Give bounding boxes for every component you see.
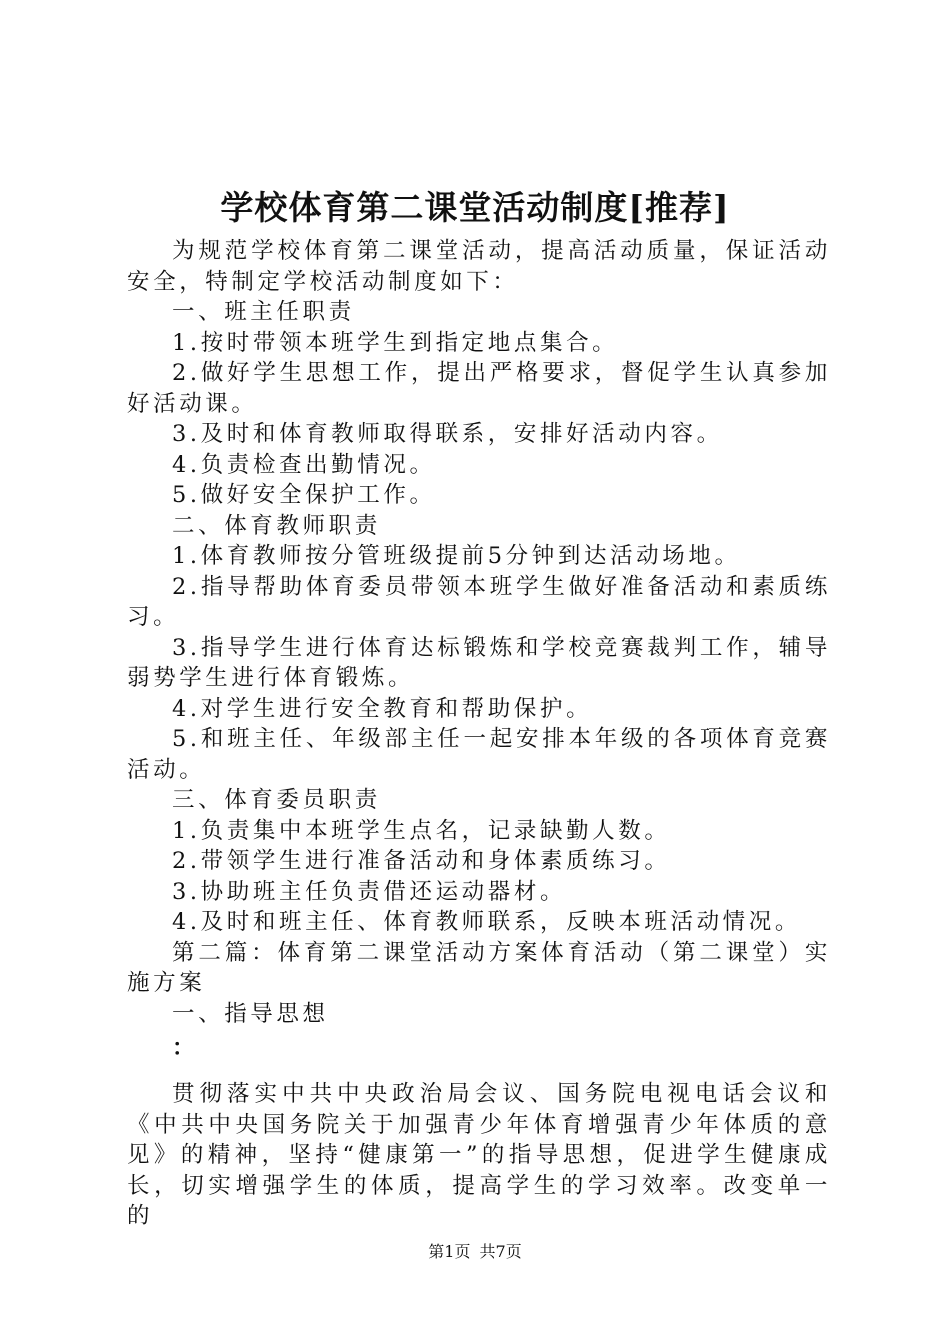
paragraph: 3.及时和体育教师取得联系，安排好活动内容。 xyxy=(172,421,723,447)
paragraph: 贯彻落实中共中央政治局会议、国务院电视电话会议和《中共中央国务院关于加强青少年体育增强青少年体质的意见》的精神，坚持“健康第一”的指导思想，促进学生健康成长，切实增强学生的体质，提高学生的学习效率。改变单一的 xyxy=(127,1081,831,1229)
paragraph: 为规范学校体育第二课堂活动，提高活动质量，保证活动安全，特制定学校活动制度如下： xyxy=(127,238,831,295)
section-heading: 一、班主任职责 xyxy=(172,299,355,325)
section-heading: 一、指导思想 xyxy=(172,1000,329,1027)
paragraph: 2.带领学生进行准备活动和身体素质练习。 xyxy=(172,848,671,874)
section-heading: 二、体育教师职责 xyxy=(172,512,381,539)
paragraph: 4.负责检查出勤情况。 xyxy=(172,451,436,478)
paragraph: 4.及时和班主任、体育教师联系，反映本班活动情况。 xyxy=(172,909,801,935)
paragraph: 4.对学生进行安全教育和帮助保护。 xyxy=(172,695,593,722)
paragraph: 1.负责集中本班学生点名，记录缺勤人数。 xyxy=(172,817,671,844)
paragraph: 3.协助班主任负责借还运动器材。 xyxy=(172,878,567,905)
paragraph: 1.按时带领本班学生到指定地点集合。 xyxy=(172,329,619,356)
page-total: 共7页 xyxy=(479,1242,522,1261)
paragraph: 2.指导帮助体育委员带领本班学生做好准备活动和素质练习。 xyxy=(127,573,831,630)
colon-line: ： xyxy=(172,1035,195,1061)
paragraph: 1.体育教师按分管班级提前5分钟到达活动场地。 xyxy=(172,543,741,569)
document-title: 学校体育第二课堂活动制度[推荐] xyxy=(220,188,730,227)
paragraph: 3.指导学生进行体育达标锻炼和学校竞赛裁判工作，辅导弱势学生进行体育锻炼。 xyxy=(127,634,831,691)
paragraph: 5.和班主任、年级部主任一起安排本年级的各项体育竞赛活动。 xyxy=(127,726,831,783)
paragraph: 2.做好学生思想工作，提出严格要求，督促学生认真参加好活动课。 xyxy=(127,360,831,417)
chapter-heading: 第二篇：体育第二课堂活动方案体育活动（第二课堂）实施方案 xyxy=(127,939,831,996)
paragraph: 5.做好安全保护工作。 xyxy=(172,482,436,508)
page-number: 第1页 xyxy=(428,1242,471,1261)
section-heading: 三、体育委员职责 xyxy=(172,787,381,813)
document-body xyxy=(127,236,831,1232)
page-footer xyxy=(0,1240,950,1264)
